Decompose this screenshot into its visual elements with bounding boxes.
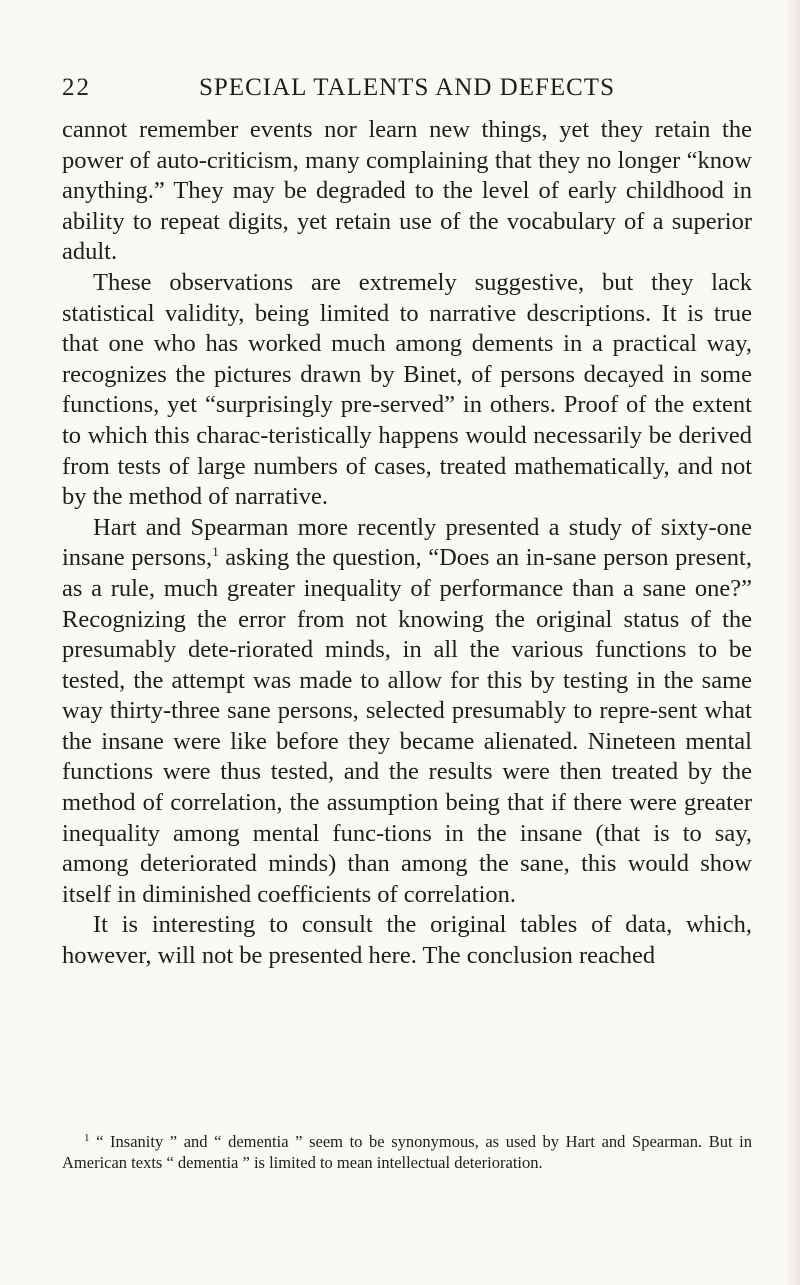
footnote-reference[interactable]: 1	[212, 544, 219, 560]
footnote	[62, 1131, 752, 1173]
paragraph-tables: It is interesting to consult the original tables of data, which, however, will not be presented here. The conclusion reached	[62, 911, 752, 970]
footnote-marker: 1	[84, 1132, 90, 1144]
paragraph-text-after-note: asking the question, “Does an in-sane person present, as a rule, much greater inequality of performance than a sane one?” Recognizing the error from not knowing the original status of the presumably dete-riorated minds, in all the various functions to be tested, the attempt was made to allow for this by testing in the same way thirty-three sane persons, selected presumably to repre-sent what the insane were like before they became alienated. Nineteen mental functions were thus tested, and the results were then treated by the method of correlation, the assumption being that if there were greater inequality among mental func-tions in the insane (that is to say, among deteriorated minds) than among the sane, this would show itself in diminished coefficients of correlation.	[62, 544, 752, 908]
page-header	[62, 74, 752, 108]
footnote-text: “ Insanity ” and “ dementia ” seem to be synonymous, as used by Hart and Spearman. But in American texts “ dementia ” is limited to mean intellectual deterioration.	[62, 1132, 752, 1172]
paragraph-text-before-note: Hart and Spearman more recently presented a study of sixty-one insane persons,	[62, 513, 752, 572]
body-text	[62, 115, 752, 972]
paragraph-observations: These observations are extremely suggestive, but they lack statistical validity, being limited to narrative descriptions. It is true that one who has worked much among dements in a practical way, recognizes the pictures drawn by Binet, of persons decayed in some functions, yet “surprisingly pre-served” in others. Proof of the extent to which this charac-teristically happens would necessarily be derived from tests of large numbers of cases, treated mathematically, and not by the method of narrative.	[62, 268, 752, 511]
page-number: 22	[62, 74, 91, 101]
page-edge-shadow	[786, 0, 800, 1285]
paragraph-continued: cannot remember events nor learn new things, yet they retain the power of auto-criticism, many complaining that they no longer “know anything.” They may be degraded to the level of early childhood in ability to repeat digits, yet retain use of the vocabulary of a superior adult.	[62, 116, 752, 266]
running-head: SPECIAL TALENTS AND DEFECTS	[198, 74, 615, 101]
paragraph-hart-spearman	[62, 513, 752, 911]
